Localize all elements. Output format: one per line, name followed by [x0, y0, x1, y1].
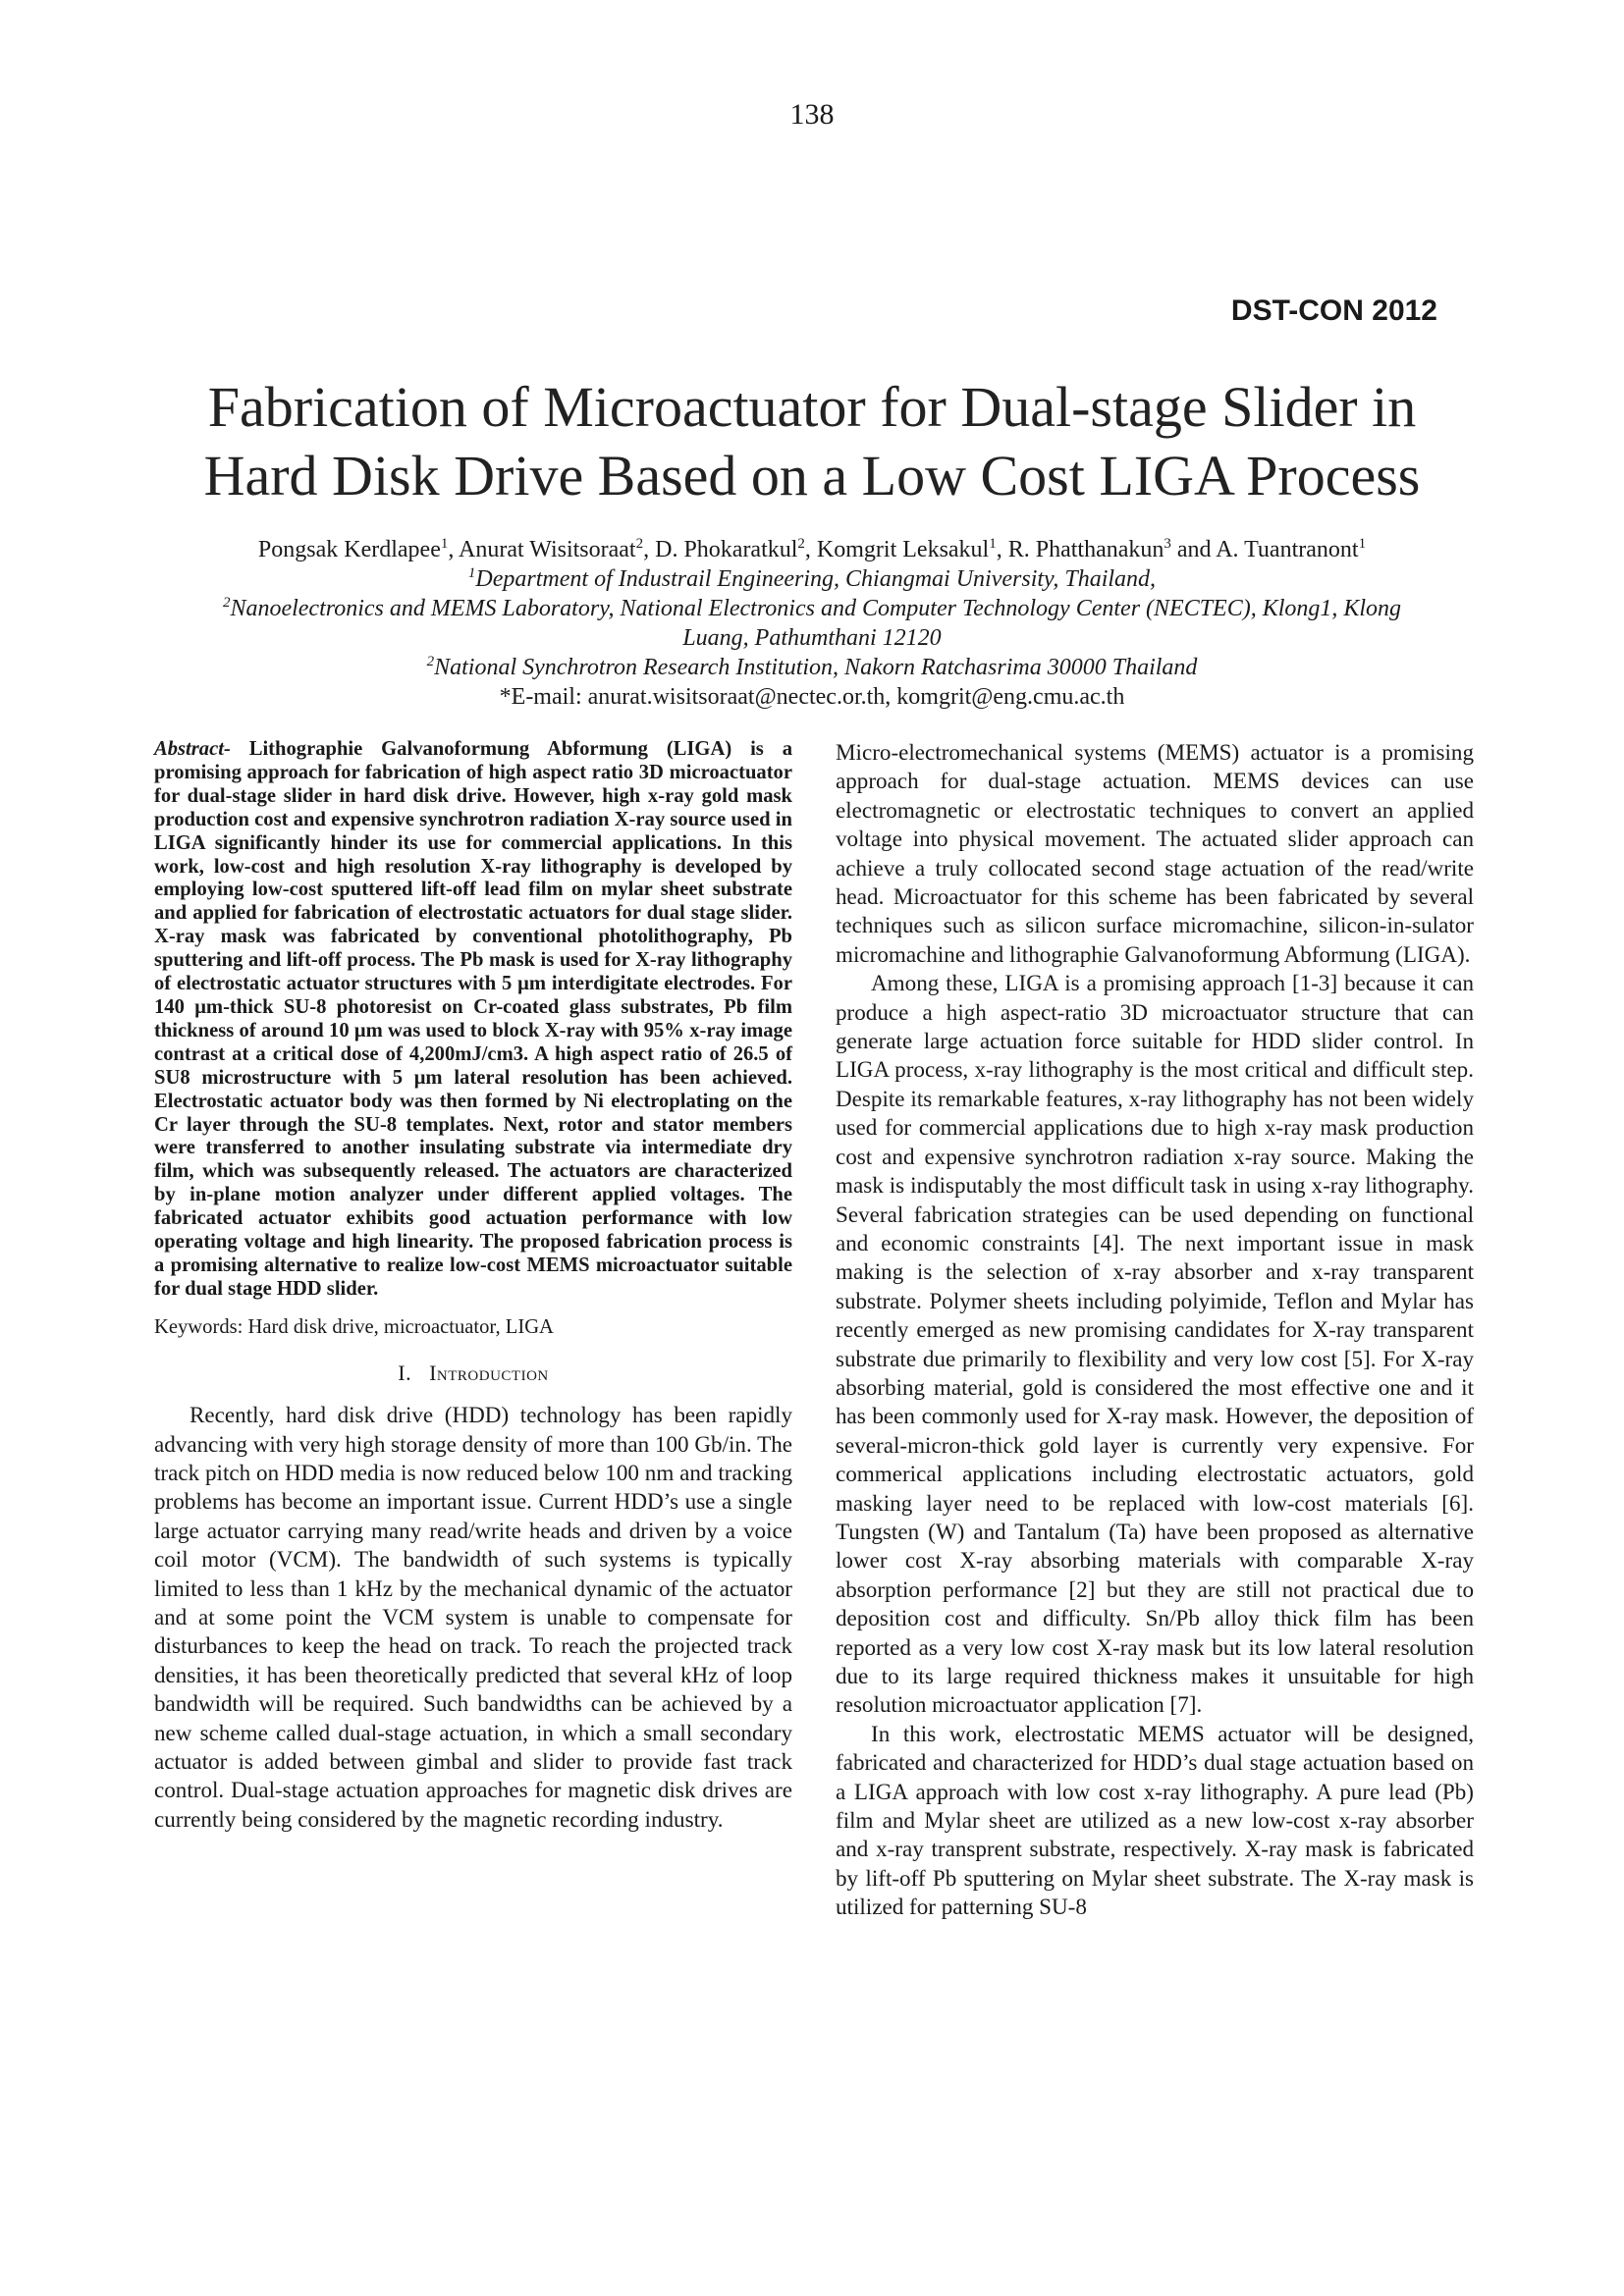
left-column: [154, 738, 792, 1834]
author-affil-mark: 3: [1164, 536, 1171, 552]
abstract-text: Lithographie Galvanoformung Abformung (LIGA) is a promising approach for fabrication of high aspect ratio 3D microactuator for dual-stage slider in hard disk drive. However, high x-ray gold mask production cost and expensive synchrotron radiation X-ray source used in LIGA significantly hinder its use for commercial applications. In this work, low-cost and high resolution X-ray lithography is developed by employing low-cost sputtered lift-off lead film on mylar sheet substrate and applied for fabrication of electrostatic actuators for dual stage slider. X-ray mask was fabricated by conventional photolithography, Pb sputtering and lift-off process. The Pb mask is used for X-ray lithography of electrostatic actuator structures with 5 μm interdigitate electrodes. For 140 μm-thick SU-8 photoresist on Cr-coated glass substrates, Pb film thickness of around 10 μm was used to block X-ray with 95% x-ray image contrast at a critical dose of 4,200mJ/cm3. A high aspect ratio of 26.5 of SU8 microstructure with 5 μm lateral resolution has been achieved. Electrostatic actuator body was then formed by Ni electroplating on the Cr layer through the SU-8 templates. Next, rotor and stator members were transferred to another insulating substrate via intermediate dry film, which was subsequently released. The actuators are characterized by in-plane motion analyzer under different applied voltages. The fabricated actuator exhibits good actuation performance with low operating voltage and high linearity. The proposed fabrication process is a promising alternative to realize low-cost MEMS microactuator suitable for dual stage HDD slider.: [154, 738, 792, 1300]
keywords: [154, 1315, 792, 1339]
author-affil-mark: 1: [440, 536, 449, 552]
author-affil-mark: 2: [635, 536, 644, 552]
conference-tag: DST-CON 2012: [1230, 294, 1437, 327]
intro-paragraph-1: Recently, hard disk drive (HDD) technology has been rapidly advancing with very high storage density of more than 100 Gb/in. The track pitch on HDD media is now reduced below 100 nm and tracking problems has become an important issue. Current HDD’s use a single large actuator carrying many read/write heads and driven by a voice coil motor (VCM). The bandwidth of such systems is typically limited to less than 1 kHz by the mechanical dynamic of the actuator and at some point the VCM system is unable to compensate for disturbances to keep the head on track. To reach the projected track densities, it has been theoretically predicted that several kHz of loop bandwidth will be required. Such bandwidths can be achieved by a new scheme called dual-stage actuation, in which a small secondary actuator is added between gimbal and slider to provide fast track control. Dual-stage actuation approaches for magnetic disk drives are currently being considered by the magnetic recording industry.: [154, 1402, 792, 1832]
author-name: Pongsak Kerdlapee: [257, 537, 441, 562]
page-number: 138: [789, 98, 835, 131]
keywords-text: Hard disk drive, microactuator, LIGA: [243, 1315, 554, 1338]
author-name: , D. Phokaratkul: [643, 537, 798, 562]
section-heading-introduction: I. Introduction: [398, 1360, 549, 1385]
author-name: , Anurat Wisitsoraat: [448, 537, 636, 562]
author-affil-mark: 2: [797, 536, 805, 552]
affiliation-2: $^2$Nanoelectronics and MEMS Laboratory, National Electronics and Computer Technology Center (NECTEC), Klong1, Klong Luang, Pathumthani 12120: [222, 595, 1402, 651]
author-name: , Komgrit Leksakul: [804, 537, 990, 562]
abstract-label: Abstract-: [154, 738, 231, 760]
body-paragraph-1: Micro-electromechanical systems (MEMS) actuator is a promising approach for dual-stage actuation. MEMS devices can use electromagnetic or electrostatic techniques to convert an applied voltage into physical movement. The actuated slider approach can achieve a truly collocated second stage actuation of the read/write head. Microactuator for this scheme has been fabricated by several techniques such as silicon surface micromachine, silicon-in-sulator micromachine and lithographie Galvanoformung Abformung (LIGA).: [836, 739, 1474, 967]
body-paragraph-2: Among these, LIGA is a promising approach [1-3] because it can produce a high aspect-ratio 3D microactuator structure that can generate large actuation force suitable for HDD slider control. In LIGA process, x-ray lithography is the most critical and difficult step. Despite its remarkable features, x-ray lithography has not been widely used for commercial applications due to high x-ray mask production cost and expensive synchrotron radiation x-ray source. Making the mask is indisputably the most difficult task in using x-ray lithography. Several fabrication strategies can be used depending on functional and economic constraints [4]. The next important issue in mask making is the selection of x-ray absorber and x-ray transparent substrate. Polymer sheets including polyimide, Teflon and Mylar has recently emerged as new promising candidates for X-ray transparent substrate due primarily to flexibility and very low cost [5]. For X-ray absorbing material, gold is considered the most effective one and it has been commonly used for X-ray mask. However, the deposition of several-micron-thick gold layer is currently very expensive. For commerical applications including electrostatic actuators, gold masking layer need to be replaced with low-cost materials [6]. Tungsten (W) and Tantalum (Ta) have been proposed as alternative lower cost X-ray absorbing materials with comparable X-ray absorption performance [2] but they are still not practical due to deposition cost and difficulty. Sn/Pb alloy thick film has been reported as a very low cost X-ray mask but its low lateral resolution due to its large required thickness makes it unsuitable for high resolution microactuator application [7].: [836, 970, 1474, 1718]
author-affil-mark: 1: [1358, 536, 1367, 552]
author-block: [118, 535, 1506, 712]
author-affil-mark: 1: [989, 536, 997, 552]
body-paragraph-3: In this work, electrostatic MEMS actuator will be designed, fabricated and characterized for HDD’s dual stage actuation based on a LIGA approach with low cost x-ray lithography. A pure lead (Pb) film and Mylar sheet are utilized as a new low-cost x-ray absorber and x-ray transprent substrate, respectively. X-ray mask is fabricated by lift-off Pb sputtering on Mylar sheet substrate. The X-ray mask is utilized for patterning SU-8: [836, 1720, 1474, 1920]
author-name: , R. Phatthanakun: [996, 537, 1164, 562]
author-name: and A. Tuantranont: [1170, 537, 1359, 562]
author-list: [118, 535, 1506, 564]
right-column: [836, 738, 1474, 1922]
keywords-label: Keywords:: [154, 1315, 244, 1338]
title-line-2: Hard Disk Drive Based on a Low Cost LIGA Process: [203, 444, 1421, 507]
title-line-1: Fabrication of Microactuator for Dual-stage Slider in: [207, 375, 1417, 439]
contact-email: *E-mail: anurat.wisitsoraat@nectec.or.th, komgrit@eng.cmu.ac.th: [499, 684, 1125, 710]
affiliation-1: $^1$Department of Industrail Engineering, Chiangmai University, Thailand,: [467, 565, 1157, 592]
paper-title: [118, 373, 1506, 510]
abstract: [154, 738, 792, 1302]
affiliation-3: $^2$National Synchrotron Research Institution, Nakorn Ratchasrima 30000 Thailand: [426, 654, 1198, 680]
